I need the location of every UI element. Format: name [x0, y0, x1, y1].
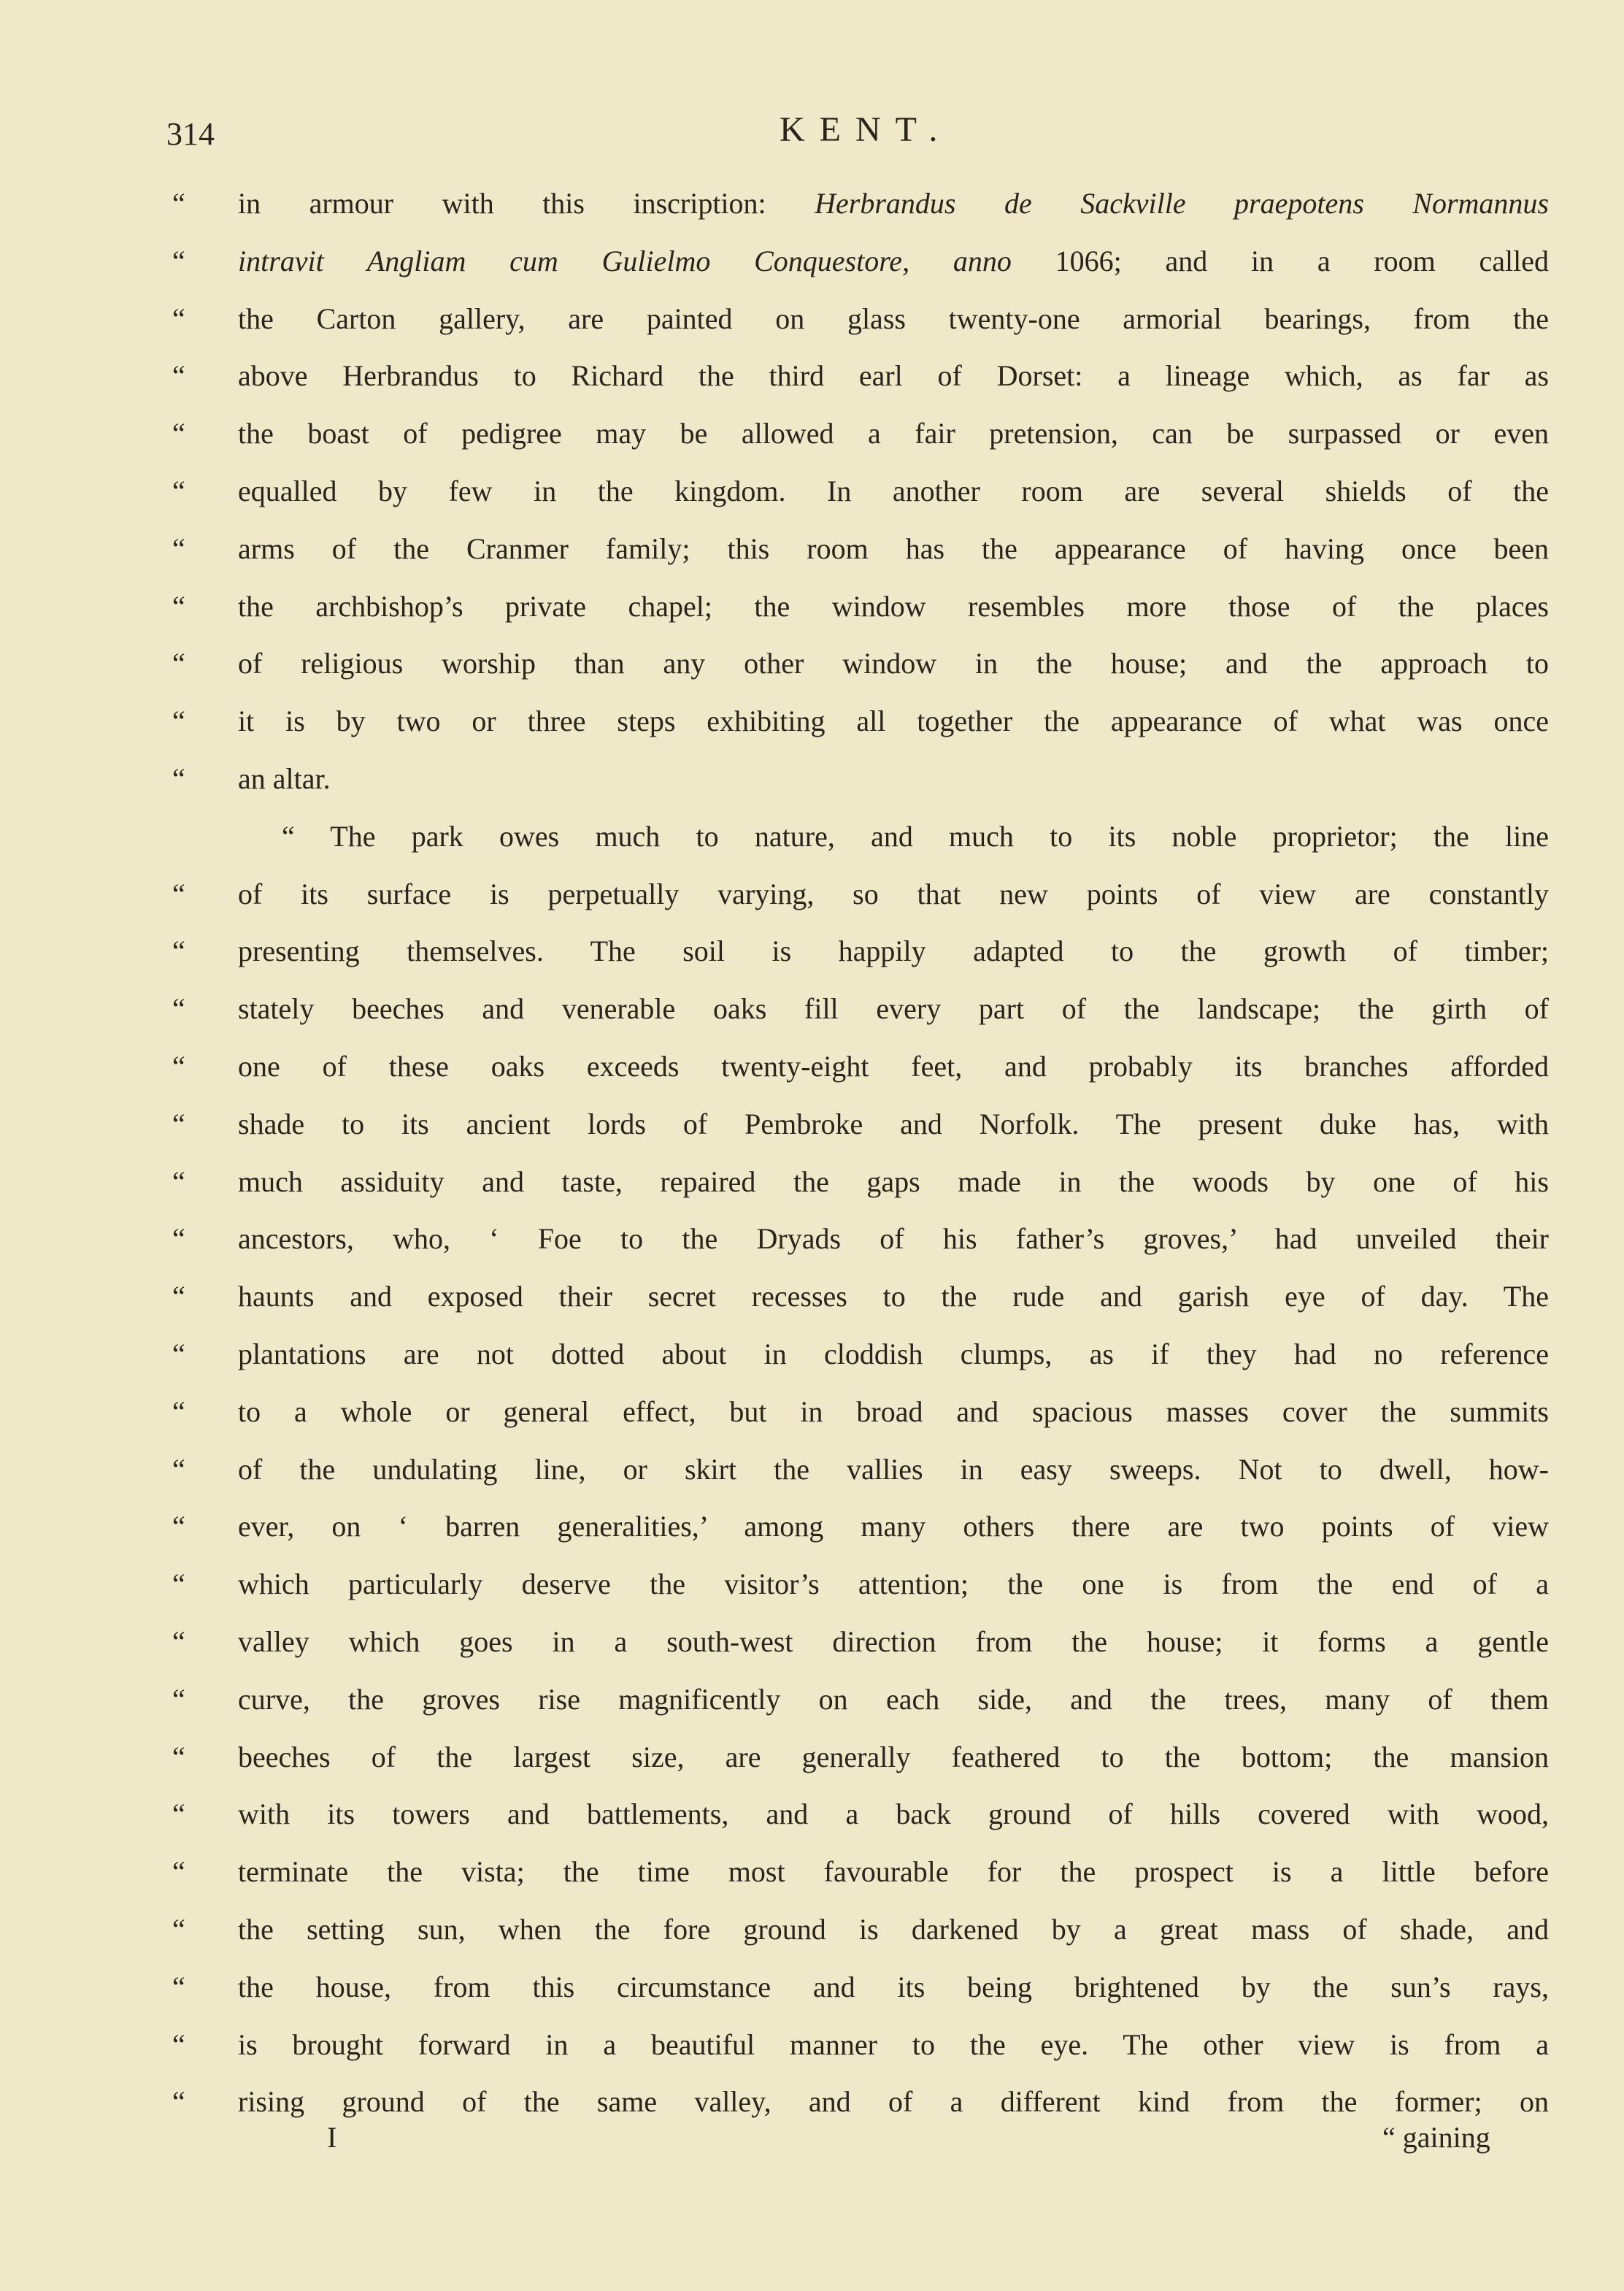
text-line: [172, 348, 1549, 405]
quote-mark: “: [172, 705, 185, 738]
line-text: [238, 2016, 1549, 2074]
text-segment: the setting sun, when the fore ground is darkened by a great mass of shade, and: [238, 1912, 1549, 1946]
catchword: “ gaining: [1382, 2121, 1490, 2154]
quote-mark: “: [172, 1970, 185, 2003]
quote-mark: “: [172, 1510, 185, 1543]
text-line: [172, 578, 1549, 636]
text-segment: terminate the vista; the time most favourable for the prospect is a little before: [238, 1855, 1549, 1889]
line-text: [238, 1729, 1549, 1787]
text-line: [172, 1268, 1549, 1326]
line-text: [238, 1038, 1549, 1096]
page-number: 314: [166, 116, 215, 152]
line-text: [238, 1210, 1549, 1268]
quote-mark: “: [172, 417, 185, 450]
line-text: [238, 923, 1549, 981]
line-text: [238, 981, 1549, 1038]
text-segment: of the undulating line, or skirt the vallies in easy sweeps. Not to dwell, how-: [238, 1452, 1549, 1486]
text-segment: presenting themselves. The soil is happily adapted to the growth of timber;: [238, 935, 1549, 968]
text-line: [172, 2016, 1549, 2074]
quote-mark: “: [172, 1164, 185, 1198]
text-line: [172, 1154, 1549, 1211]
quote-mark: “: [172, 1740, 185, 1773]
text-segment: of religious worship than any other window in the house; and the approach to: [238, 647, 1549, 680]
quote-mark: “: [172, 1049, 185, 1083]
text-segment: the house, from this circumstance and its being brightened by the sun’s rays,: [238, 1970, 1549, 2003]
quote-mark: “: [172, 647, 185, 680]
line-text: [238, 521, 1549, 578]
text-segment: it is by two or three steps exhibiting all together the appearance of what was once: [238, 705, 1549, 738]
text-segment: ever, on ‘ barren generalities,’ among many others there are two points of view: [238, 1510, 1549, 1543]
line-text: [238, 405, 1549, 463]
text-line: [172, 1210, 1549, 1268]
quote-mark: “: [172, 1797, 185, 1831]
body-text: [172, 175, 1549, 2131]
text-segment: rising ground of the same valley, and of a different kind from the former; on: [238, 2085, 1549, 2119]
quote-mark: “: [172, 1912, 185, 1946]
line-text: [282, 808, 1549, 866]
quote-mark: “: [172, 1394, 185, 1428]
text-line: [172, 1441, 1549, 1499]
line-text: [238, 175, 1549, 233]
text-line: [172, 1671, 1549, 1729]
text-segment: is brought forward in a beautiful manner to the eye. The other view is from a: [238, 2027, 1549, 2061]
text-segment: one of these oaks exceeds twenty-eight feet, and probably its branches afforded: [238, 1049, 1549, 1083]
text-line: [172, 1096, 1549, 1154]
page-header: [0, 110, 1624, 161]
text-line: [172, 866, 1549, 924]
text-segment: much assiduity and taste, repaired the gaps made in the woods by one of his: [238, 1164, 1549, 1198]
quote-mark: “: [172, 1222, 185, 1256]
text-segment: with its towers and battlements, and a back ground of hills covered with wood,: [238, 1797, 1549, 1831]
text-line: [172, 1959, 1549, 2016]
text-line: [172, 923, 1549, 981]
quote-mark: “: [172, 1452, 185, 1486]
text-line: [172, 175, 1549, 233]
text-segment: haunts and exposed their secret recesses to the rude and garish eye of day. The: [238, 1280, 1549, 1313]
line-text: [238, 1671, 1549, 1729]
italic-text-segment: Herbrandus de Sackville praepotens Normannus: [815, 187, 1549, 220]
text-segment: shade to its ancient lords of Pembroke and Norfolk. The present duke has, with: [238, 1107, 1549, 1140]
text-line: [172, 981, 1549, 1038]
quote-mark: “: [172, 532, 185, 565]
line-text: [238, 751, 1549, 808]
text-line: [172, 1901, 1549, 1959]
text-segment: above Herbrandus to Richard the third earl of Dorset: a lineage which, as far as: [238, 359, 1549, 393]
line-text: [238, 1268, 1549, 1326]
line-text: [238, 233, 1549, 291]
text-segment: the Carton gallery, are painted on glass twenty-one armorial bearings, from the: [238, 302, 1549, 335]
line-text: [238, 348, 1549, 405]
text-line: [172, 291, 1549, 348]
line-text: [238, 1441, 1549, 1499]
quote-mark: “: [172, 992, 185, 1026]
line-text: [238, 463, 1549, 521]
text-segment: an altar.: [238, 761, 331, 795]
quote-mark: “: [172, 2027, 185, 2061]
text-line: [172, 1729, 1549, 1787]
text-segment: beeches of the largest size, are generally feathered to the bottom; the mansion: [238, 1740, 1549, 1773]
text-segment: the archbishop’s private chapel; the window resembles more those of the places: [238, 589, 1549, 623]
quote-mark: “: [172, 1107, 185, 1140]
text-line: [172, 808, 1549, 866]
quote-mark: “: [172, 877, 185, 910]
quote-mark: “: [172, 935, 185, 968]
text-segment: valley which goes in a south-west direction from the house; it forms a gentle: [238, 1624, 1549, 1658]
text-segment: equalled by few in the kingdom. In another room are several shields of the: [238, 474, 1549, 507]
text-segment: in armour with this inscription:: [238, 187, 815, 220]
quote-mark: “: [172, 1567, 185, 1601]
signature-mark: I: [327, 2121, 337, 2154]
line-text: [238, 1096, 1549, 1154]
line-text: [238, 1613, 1549, 1671]
quote-mark: “: [172, 244, 185, 277]
text-segment: stately beeches and venerable oaks fill every part of the landscape; the girth of: [238, 992, 1549, 1026]
line-text: [238, 1556, 1549, 1613]
text-line: [172, 233, 1549, 291]
text-line: [172, 1556, 1549, 1613]
line-text: [238, 578, 1549, 636]
text-line: [172, 1326, 1549, 1384]
text-line: [172, 1786, 1549, 1843]
text-line: [172, 1498, 1549, 1556]
quote-mark: “: [172, 359, 185, 393]
line-text: [238, 1959, 1549, 2016]
text-segment: “ The park owes much to nature, and much to its noble proprietor; the line: [282, 819, 1549, 853]
quote-mark: “: [172, 2085, 185, 2119]
text-line: [172, 405, 1549, 463]
text-line: [172, 751, 1549, 808]
line-text: [238, 1498, 1549, 1556]
text-segment: curve, the groves rise magnificently on each side, and the trees, many of them: [238, 1682, 1549, 1716]
text-segment: ancestors, who, ‘ Foe to the Dryads of his father’s groves,’ had unveiled their: [238, 1222, 1549, 1256]
text-segment: of its surface is perpetually varying, so that new points of view are constantly: [238, 877, 1549, 910]
text-line: [172, 1843, 1549, 1901]
line-text: [238, 1326, 1549, 1384]
quote-mark: “: [172, 761, 185, 795]
page-footer: [0, 2120, 1624, 2171]
line-text: [238, 866, 1549, 924]
quote-mark: “: [172, 1624, 185, 1658]
text-segment: arms of the Cranmer family; this room has the appearance of having once been: [238, 532, 1549, 565]
text-line: [172, 693, 1549, 751]
line-text: [238, 693, 1549, 751]
line-text: [238, 1154, 1549, 1211]
line-text: [238, 1901, 1549, 1959]
quote-mark: “: [172, 589, 185, 623]
quote-mark: “: [172, 302, 185, 335]
text-segment: the boast of pedigree may be allowed a fair pretension, can be surpassed or even: [238, 417, 1549, 450]
text-line: [172, 463, 1549, 521]
line-text: [238, 635, 1549, 693]
line-text: [238, 1786, 1549, 1843]
text-segment: to a whole or general effect, but in broad and spacious masses cover the summits: [238, 1394, 1549, 1428]
text-line: [172, 1038, 1549, 1096]
italic-text-segment: intravit Angliam cum Gulielmo Conquestore, anno: [238, 244, 1012, 277]
quote-mark: “: [172, 187, 185, 220]
text-line: [172, 1384, 1549, 1441]
text-segment: which particularly deserve the visitor’s attention; the one is from the end of a: [238, 1567, 1549, 1601]
text-line: [172, 521, 1549, 578]
quote-mark: “: [172, 1337, 185, 1370]
running-head: KENT.: [780, 110, 953, 149]
text-segment: plantations are not dotted about in cloddish clumps, as if they had no reference: [238, 1337, 1549, 1370]
text-line: [172, 635, 1549, 693]
quote-mark: “: [172, 1855, 185, 1889]
line-text: [238, 1384, 1549, 1441]
line-text: [238, 1843, 1549, 1901]
line-text: [238, 291, 1549, 348]
text-segment: 1066; and in a room called: [1011, 244, 1550, 277]
quote-mark: “: [172, 474, 185, 507]
text-line: [172, 1613, 1549, 1671]
quote-mark: “: [172, 1280, 185, 1313]
quote-mark: “: [172, 1682, 185, 1716]
